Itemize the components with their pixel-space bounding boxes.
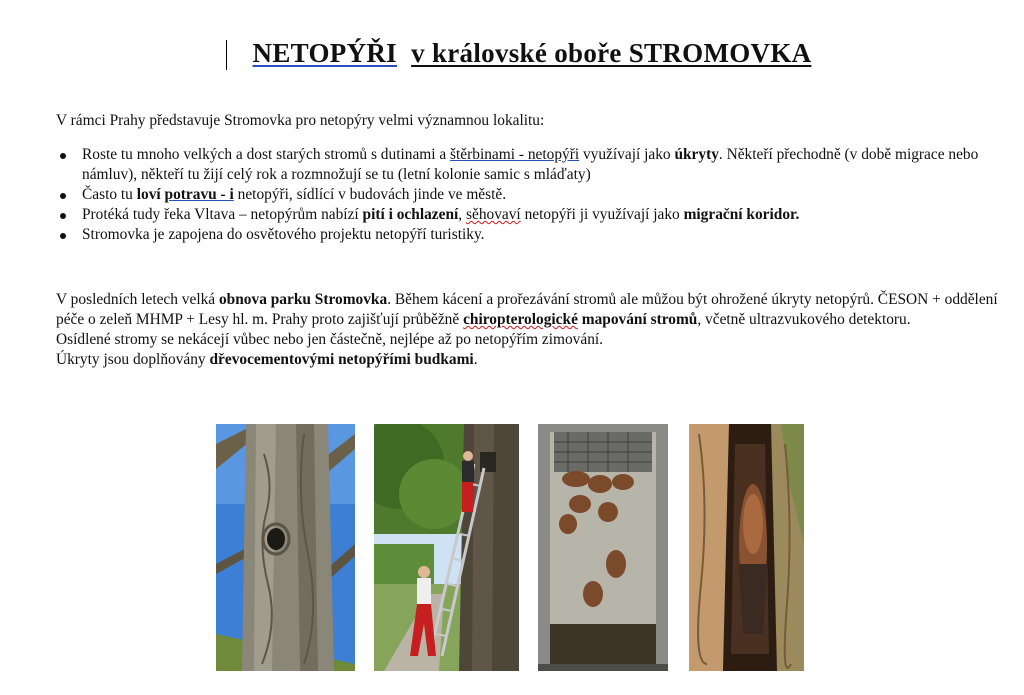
photo-ladder-inspection: [374, 424, 519, 671]
bullet-item-tourism: Stromovka je zapojena do osvětového projektu netopýří turistiky.: [56, 225, 1006, 245]
photo-tree-cavity: [216, 424, 355, 671]
title-part-location: v královské oboře STROMOVKA: [411, 38, 812, 68]
photo-bat-box: [538, 424, 668, 671]
title-part-bats: NETOPÝŘI: [252, 38, 397, 68]
bullet-item-trees: Roste tu mnoho velkých a dost starých stromů s dutinami a štěrbinami - netopýři využívají jako úkryty. Někteří přechodně (v době migrace nebo námluv), někteří tu žijí celý rok a rozmnožují se tu (letní kolonie samic s mláďaty): [56, 145, 1006, 185]
bullet-item-river: Protéká tudy řeka Vltava – netopýrům nabízí pití i ochlazení, sěhovaví netopýři ji využívají jako migrační koridor.: [56, 205, 1006, 225]
paragraph-boxes: Úkryty jsou doplňovány dřevocementovými netopýřími budkami.: [56, 351, 478, 368]
bullet-item-hunting: Často tu loví potravu - i netopýři, sídlící v budovách jinde ve městě.: [56, 185, 1006, 205]
spellcheck-word: sěhovaví: [466, 206, 521, 223]
underlined-prey: potravu - i: [164, 186, 234, 203]
paragraph-felling: Osídlené stromy se nekácejí vůbec nebo jen částečně, nejlépe až po netopýřím zimování.: [56, 331, 604, 348]
underlined-crevices: štěrbinami - netopýři: [450, 146, 580, 163]
photo-bat-crevice: [689, 424, 804, 671]
bold-shelters: úkryty: [674, 146, 719, 163]
intro-text: V rámci Prahy představuje Stromovka pro netopýry velmi významnou lokalitu:: [56, 112, 545, 129]
page-title: [0, 38, 1024, 69]
bullet-list: [56, 145, 1006, 245]
paragraph-mapping: V posledních letech velká obnova parku Stromovka. Během kácení a prořezávání stromů ale můžou být ohrožené úkryty netopýrů. ČESON + oddělení péče o zeleň MHMP + Lesy hl. m. Prahy proto zajišťují průběžně chiropterologické mapování stromů, včetně ultrazvukového detektoru.: [56, 291, 998, 328]
spellcheck-chiropterological: chiropterologické: [463, 311, 578, 328]
restoration-paragraph: [56, 290, 1006, 370]
text-cursor: [226, 40, 227, 70]
